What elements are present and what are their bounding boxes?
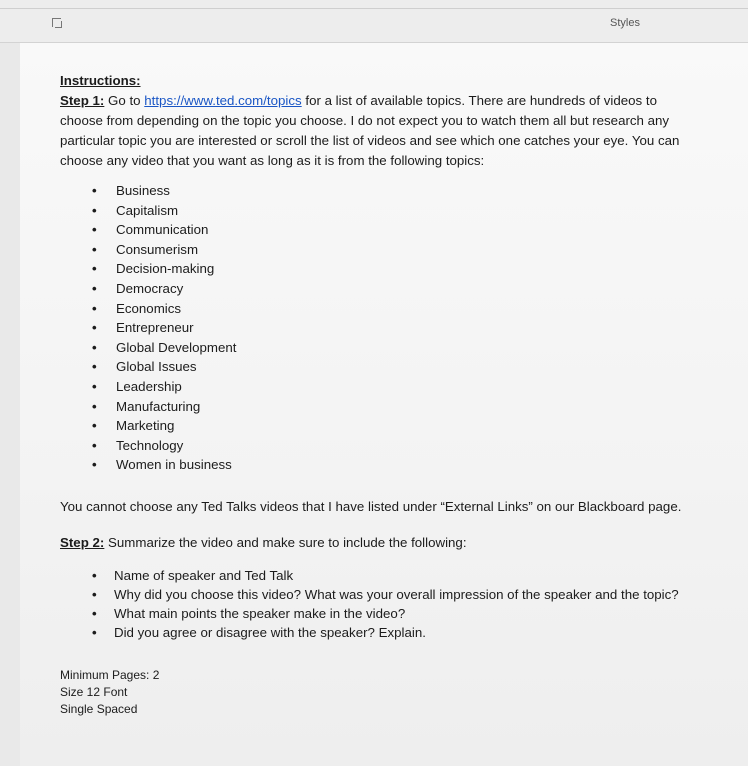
list-item: • Entrepreneur — [90, 318, 700, 338]
list-item: • Business — [90, 181, 700, 201]
requirement-line: Single Spaced — [60, 701, 138, 716]
step1-text: for a list of available topics. There are hundreds of videos to choose from depending on the topic you choose. I do not expect you to watch them all but research any particular topic you are interested or scroll the list of videos and see which one catches your eye. You can choose any video that you want as long as it is from the following topics: — [60, 93, 680, 168]
list-item: • Economics — [90, 299, 700, 319]
step1-label: Step 1: — [60, 93, 105, 108]
list-item: • Technology — [90, 436, 700, 456]
ribbon-divider — [0, 8, 748, 9]
list-item: • Democracy — [90, 279, 700, 299]
list-item: • Why did you choose this video? What was your overall impression of the speaker and the topic? — [92, 586, 700, 603]
step1-paragraph — [60, 91, 700, 171]
list-item: • Name of speaker and Ted Talk — [92, 567, 700, 584]
requirement-line: Minimum Pages: 2 — [60, 667, 160, 682]
list-item: • What main points the speaker make in the video? — [92, 605, 700, 622]
summary-list — [60, 567, 700, 641]
instructions-heading: Instructions: — [60, 73, 141, 88]
styles-group-label: Styles — [610, 17, 640, 29]
step1-prefix: Go to — [104, 93, 145, 108]
dialog-launcher-icon[interactable] — [52, 18, 61, 27]
document-page[interactable] — [20, 43, 748, 766]
list-item: • Marketing — [90, 416, 700, 436]
topics-list — [60, 181, 700, 475]
list-item: • Decision-making — [90, 259, 700, 279]
list-item: • Women in business — [90, 455, 700, 475]
list-item: • Global Development — [90, 338, 700, 358]
list-item: • Did you agree or disagree with the speaker? Explain. — [92, 624, 700, 641]
list-item: • Global Issues — [90, 357, 700, 377]
external-links-note: You cannot choose any Ted Talks videos that I have listed under “External Links” on our Blackboard page. — [60, 498, 682, 514]
step2-paragraph — [60, 533, 700, 553]
list-item: • Consumerism — [90, 240, 700, 260]
list-item: • Communication — [90, 220, 700, 240]
topics-link[interactable]: https://www.ted.com/topics — [144, 93, 302, 108]
document-body[interactable] — [60, 71, 700, 718]
step2-text: Summarize the video and make sure to include the following: — [104, 534, 467, 550]
ribbon — [0, 0, 748, 43]
list-item: • Capitalism — [90, 201, 700, 221]
list-item: • Manufacturing — [90, 397, 700, 417]
list-item: • Leadership — [90, 377, 700, 397]
requirement-line: Size 12 Font — [60, 684, 128, 699]
step2-label: Step 2: — [60, 534, 105, 550]
requirements-block — [60, 667, 700, 718]
